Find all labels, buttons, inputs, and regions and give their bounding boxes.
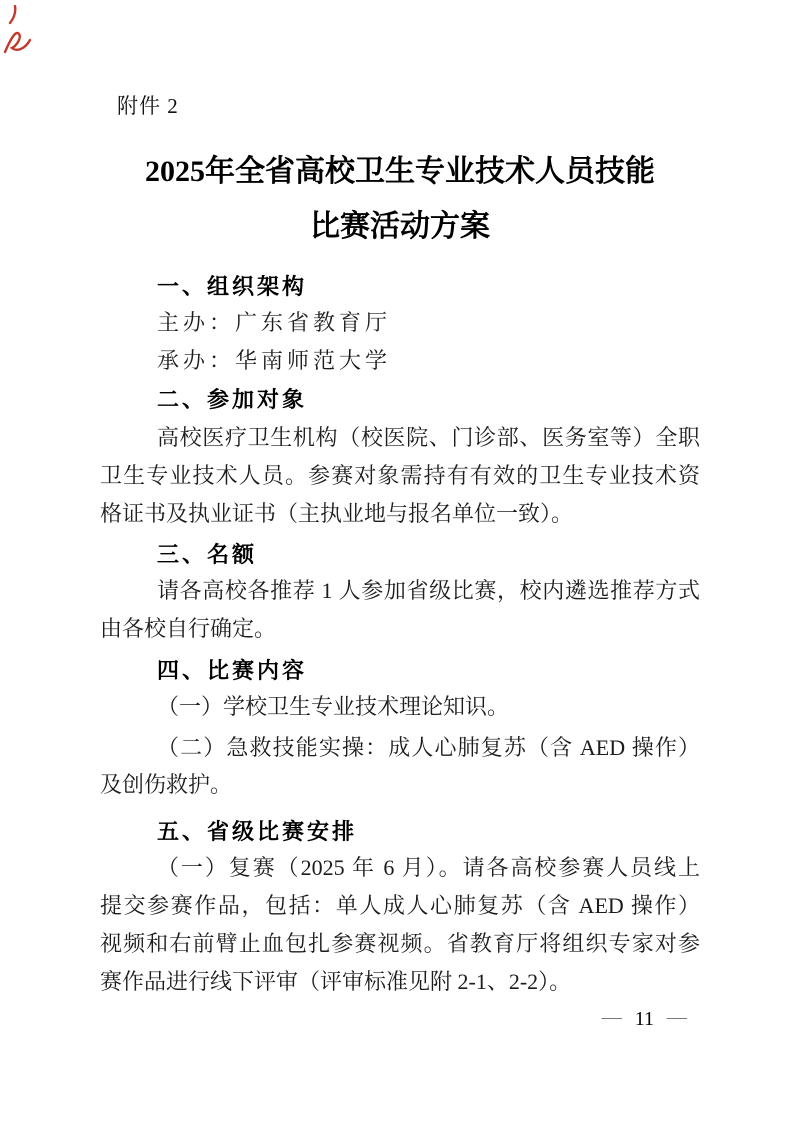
attachment-label: 附件 2 [117, 94, 179, 118]
page-number-value: 11 [634, 1008, 654, 1030]
body-line: 视频和右前臂止血包扎参赛视频。省教育厅将组织专家对参 [100, 931, 700, 956]
body-line: 赛作品进行线下评审（评审标准见附 2-1、2-2）。 [100, 969, 572, 994]
body-line-host: 主办：广东省教育厅 [157, 310, 392, 335]
section-heading-organization: 一、组织架构 [157, 274, 308, 299]
body-line: 卫生专业技术人员。参赛对象需持有有效的卫生专业技术资 [100, 463, 700, 488]
body-line: 由各校自行确定。 [100, 616, 277, 641]
red-pen-mark-icon [8, 5, 18, 25]
page-number [100, 1008, 700, 1031]
body-line: 请各高校各推荐 1 人参加省级比赛，校内遴选推荐方式 [157, 578, 700, 603]
body-line: （一）复赛（2025 年 6 月）。请各高校参赛人员线上 [157, 855, 700, 880]
document-title [100, 144, 700, 254]
body-line: 高校医疗卫生机构（校医院、门诊部、医务室等）全职 [157, 425, 700, 450]
section-heading-provincial-arrangement: 五、省级比赛安排 [157, 819, 358, 844]
red-pen-mark-icon [3, 27, 33, 59]
document-title-line-2: 比赛活动方案 [310, 210, 490, 243]
page-number-left-dash: — [601, 1006, 622, 1028]
body-line: 提交参赛作品，包括：单人成人心肺复苏（含 AED 操作） [100, 893, 700, 918]
body-line: 及创伤救护。 [100, 772, 233, 797]
section-heading-participants: 二、参加对象 [157, 387, 308, 412]
body-line: （一）学校卫生专业技术理论知识。 [157, 694, 510, 719]
body-line-organizer: 承办：华南师范大学 [157, 348, 392, 373]
section-heading-contest-content: 四、比赛内容 [157, 658, 308, 683]
body-line: （二）急救技能实操：成人心肺复苏（含 AED 操作） [157, 735, 700, 760]
body-line: 格证书及执业证书（主执业地与报名单位一致）。 [100, 501, 574, 526]
page-number-right-dash: — [667, 1006, 687, 1028]
section-heading-quota: 三、名额 [157, 542, 258, 567]
document-title-line-1: 2025年全省高校卫生专业技术人员技能 [145, 155, 655, 188]
